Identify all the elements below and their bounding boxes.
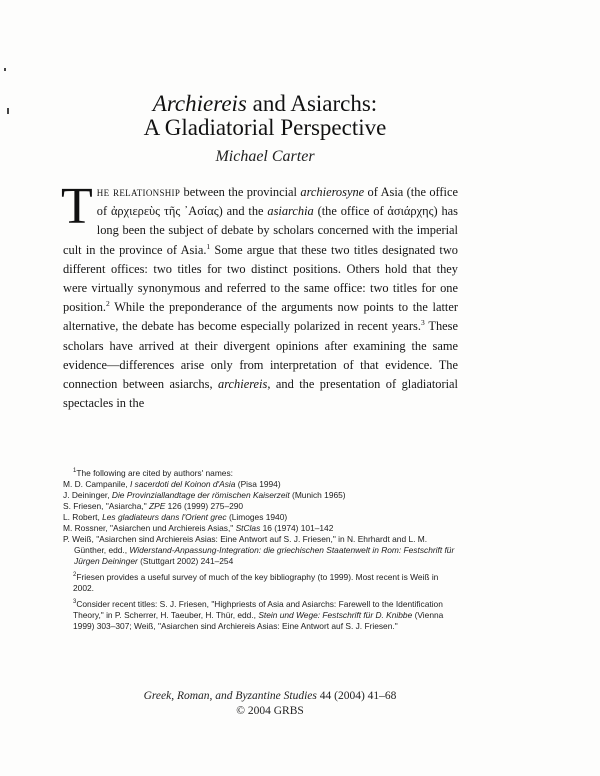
body-text-run: between the provincial xyxy=(180,185,301,199)
bib-text: (Limoges 1940) xyxy=(226,512,288,522)
body-text-run: While the preponderance of the arguments now points to the latter alternative, the debate has become especially polarized in recent years. xyxy=(63,300,458,334)
small-caps-lead: he relationship xyxy=(96,185,181,199)
bib-title: Die Provinziallandtage der römischen Kaiserzeit xyxy=(111,490,290,500)
bib-text: 16 (1974) 101–142 xyxy=(260,523,334,533)
bib-title: Widerstand-Anpassung-Integration: die griechischen Staatenwelt in Rom: Festschrift für Jürgen Deininger xyxy=(74,545,455,566)
title-italic-word: Archiereis xyxy=(152,91,247,116)
footnote-ref[interactable]: 3 xyxy=(420,318,425,328)
bibliography-entry xyxy=(63,512,458,523)
footnote-ref[interactable]: 1 xyxy=(206,241,211,251)
footnote-1 xyxy=(63,468,458,567)
bibliography-entry xyxy=(63,501,458,512)
bib-text: J. Deininger, xyxy=(63,490,112,500)
bib-title: I sacerdoti del Koinon d'Asia xyxy=(130,479,236,489)
bib-text: M. D. Campanile, xyxy=(63,479,131,489)
bib-title: Les gladiateurs dans l'Orient grec xyxy=(102,512,227,522)
bib-text: (Stuttgart 2002) 241–254 xyxy=(137,556,234,566)
body-text-run: , and the presentation of gladiatorial spectacles in the xyxy=(63,377,458,411)
footnote-intro xyxy=(63,468,458,479)
copyright-line: © 2004 GRBS xyxy=(236,705,304,717)
footnote-2 xyxy=(63,572,458,594)
bib-text: (Munich 1965) xyxy=(289,490,346,500)
footnote-number: 1 xyxy=(73,468,77,475)
footnote-number: 2 xyxy=(73,572,77,579)
bib-text: S. Friesen, "Asiarcha," xyxy=(63,501,150,511)
body-paragraph xyxy=(61,178,458,413)
bib-text: (Pisa 1994) xyxy=(235,479,281,489)
footnote-body xyxy=(63,599,458,632)
body-italic-term: archiereis xyxy=(218,377,268,392)
article-title xyxy=(0,92,530,140)
bib-text: M. Rossner, "Asiarchen und Archiereis Asias," xyxy=(63,523,236,533)
body-text-run: These scholars have arrived at their divergent opinions after examining the same evidence—differences arise only from interpretation of that evidence. The connection between asiarchs, xyxy=(63,319,458,392)
footnote-ref[interactable]: 2 xyxy=(106,299,110,309)
body-text-run: (the office of ἀσιάρχης) has long been the subject of debate by scholars concerned with the imperial cult in the province of Asia. xyxy=(63,204,458,257)
bib-title: Stein und Wege: Festschrift für D. Knibbe xyxy=(258,610,413,620)
bibliography-entry xyxy=(63,479,458,490)
bibliography-entry xyxy=(63,534,458,567)
footnotes xyxy=(63,468,458,637)
footnote-3 xyxy=(63,599,458,632)
title-line-1-rest: and Asiarchs: xyxy=(246,91,378,116)
footnote-text: Consider recent titles: S. J. Friesen, "Highpriests of Asia and Asiarchs: Farewell to the Identification Theory," in P. Scherrer, H. Taeuber, H. Thür, edd., xyxy=(73,599,443,620)
bibliography-entry xyxy=(63,490,458,501)
journal-citation xyxy=(0,689,540,719)
bib-title: ZPE xyxy=(149,501,166,511)
journal-line xyxy=(0,689,540,704)
footnote-text: (Vienna 1999) 303–307; Weiß, "Asiarchen sind Archiereis Asias: Eine Antwort auf S. J. Friesen." xyxy=(73,610,444,631)
footnote-number: 3 xyxy=(73,599,77,606)
bib-text: P. Weiß, "Asiarchen sind Archiereis Asias: Eine Antwort auf S. J. Friesen," in N. Ehrhardt and L. M. Günther, edd., xyxy=(63,534,428,555)
body-italic-term: asiarchia xyxy=(267,204,314,219)
body-text-run: of Asia (the office of ἀρχιερεὺς τῆς ᾿Ασίας) and the xyxy=(96,185,458,219)
bib-text: 126 (1999) 275–290 xyxy=(165,501,244,511)
drop-cap: T xyxy=(61,178,93,235)
bib-title: StClas xyxy=(235,523,261,533)
title-line-2: A Gladiatorial Perspective xyxy=(143,115,387,140)
bib-text: L. Robert, xyxy=(63,512,103,522)
footnote-text: The following are cited by authors' names: xyxy=(76,468,233,478)
title-line-1 xyxy=(0,92,530,116)
footnote-body xyxy=(63,572,458,594)
body-italic-term: archierosyne xyxy=(300,185,365,199)
author-name: Michael Carter xyxy=(215,148,315,165)
scan-edge-mark xyxy=(4,68,6,71)
journal-name: Greek, Roman, and Byzantine Studies xyxy=(143,690,317,702)
footnote-text: Friesen provides a useful survey of much of the key bibliography (to 1999). Most recent is Weiß in 2002. xyxy=(73,572,439,593)
journal-volume-pages: 44 (2004) 41–68 xyxy=(316,690,397,702)
body-text-run: Some argue that these two titles designated two different offices: two titles for two distinct positions. Others hold that they were virtually synonymous and referred to the same office: two titles for one position. xyxy=(63,242,458,315)
bibliography-entry xyxy=(63,523,458,534)
